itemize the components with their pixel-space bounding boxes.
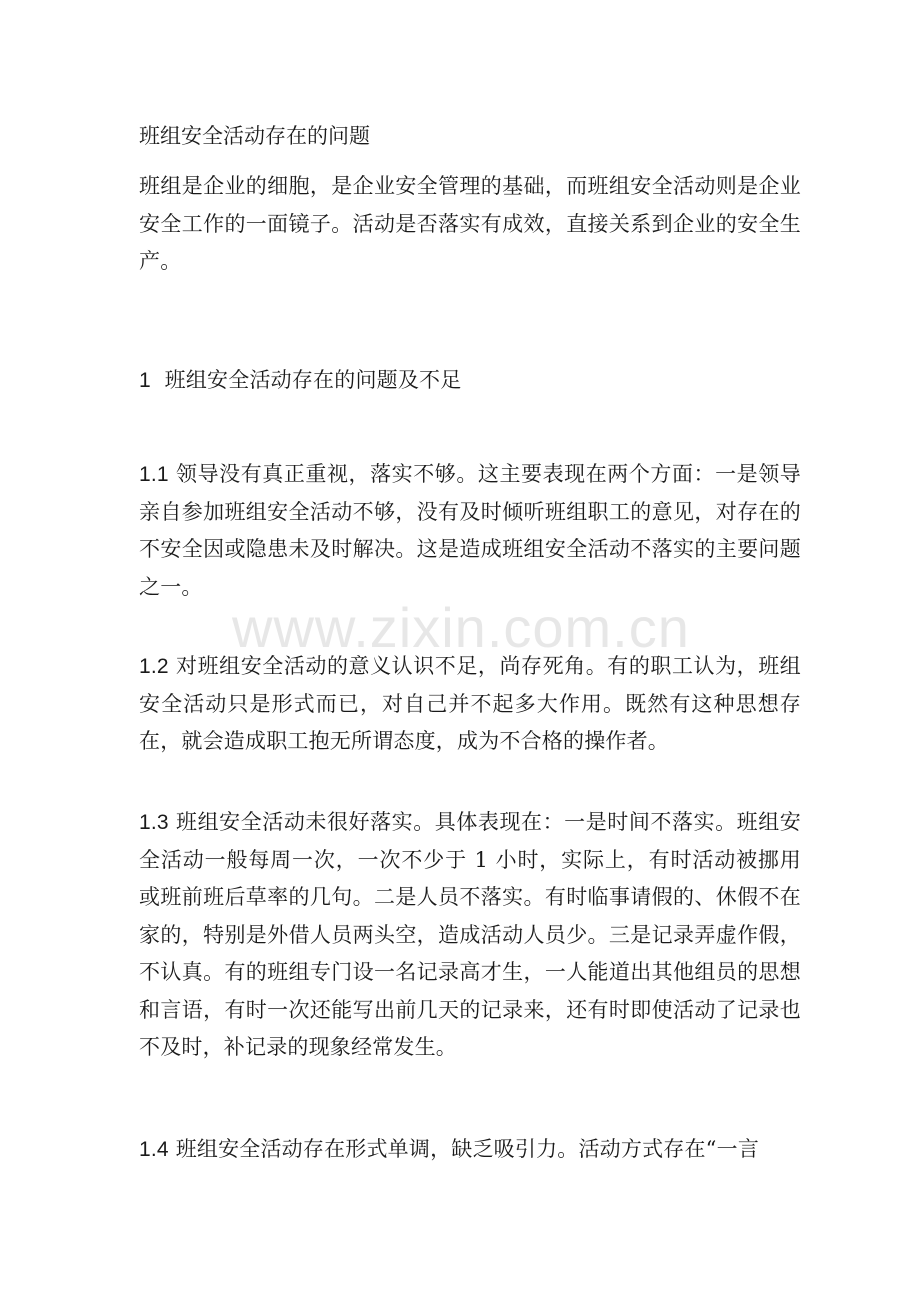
- intro-paragraph: 班组是企业的细胞，是企业安全管理的基础，而班组安全活动则是企业安全工作的一面镜子。活动是否落实有成效，直接关系到企业的安全生产。: [139, 174, 801, 273]
- item-text: 领导没有真正重视，落实不够。这主要表现在两个方面：一是领导亲自参加班组安全活动不够，没有及时倾听班组职工的意见，对存在的不安全因或隐患未及时解决。这是造成班组安全活动不落实的主要问题之一。: [139, 462, 801, 599]
- item-1-4: [139, 1131, 801, 1169]
- document-title: 班组安全活动存在的问题: [139, 124, 370, 148]
- item-number: 1.2: [139, 655, 169, 678]
- item-text: 对班组安全活动的意义认识不足，尚存死角。有的职工认为，班组安全活动只是形式而已，对自己并不起多大作用。既然有这种思想存在，就会造成职工抱无所谓态度，成为不合格的操作者。: [139, 654, 801, 753]
- item-number: 1.3: [139, 811, 169, 834]
- item-1-3: [139, 804, 801, 1067]
- item-1-1: [139, 456, 801, 606]
- watermark: www.zixin.com.cn: [232, 596, 690, 659]
- section-heading: [139, 362, 801, 400]
- item-1-2: [139, 648, 801, 761]
- item-number: 1.1: [139, 463, 169, 486]
- item-text: 班组安全活动未很好落实。具体表现在：一是时间不落实。班组安全活动一般每周一次，一次不少于 1 小时，实际上，有时活动被挪用或班前班后草率的几句。二是人员不落实。有时临事请假的、休假不在家的，特别是外借人员两头空，造成活动人员少。三是记录弄虚作假，不认真。有的班组专门设一名记录高才生，一人能道出其他组员的思想和言语，有时一次还能写出前几天的记录来，还有时即使活动了记录也不及时，补记录的现象经常发生。: [139, 810, 801, 1059]
- item-text: 班组安全活动存在形式单调，缺乏吸引力。活动方式存在“一言: [175, 1137, 760, 1161]
- section-number: 1: [139, 369, 151, 392]
- section-heading-text: 班组安全活动存在的问题及不足: [164, 368, 462, 392]
- item-number: 1.4: [139, 1138, 169, 1161]
